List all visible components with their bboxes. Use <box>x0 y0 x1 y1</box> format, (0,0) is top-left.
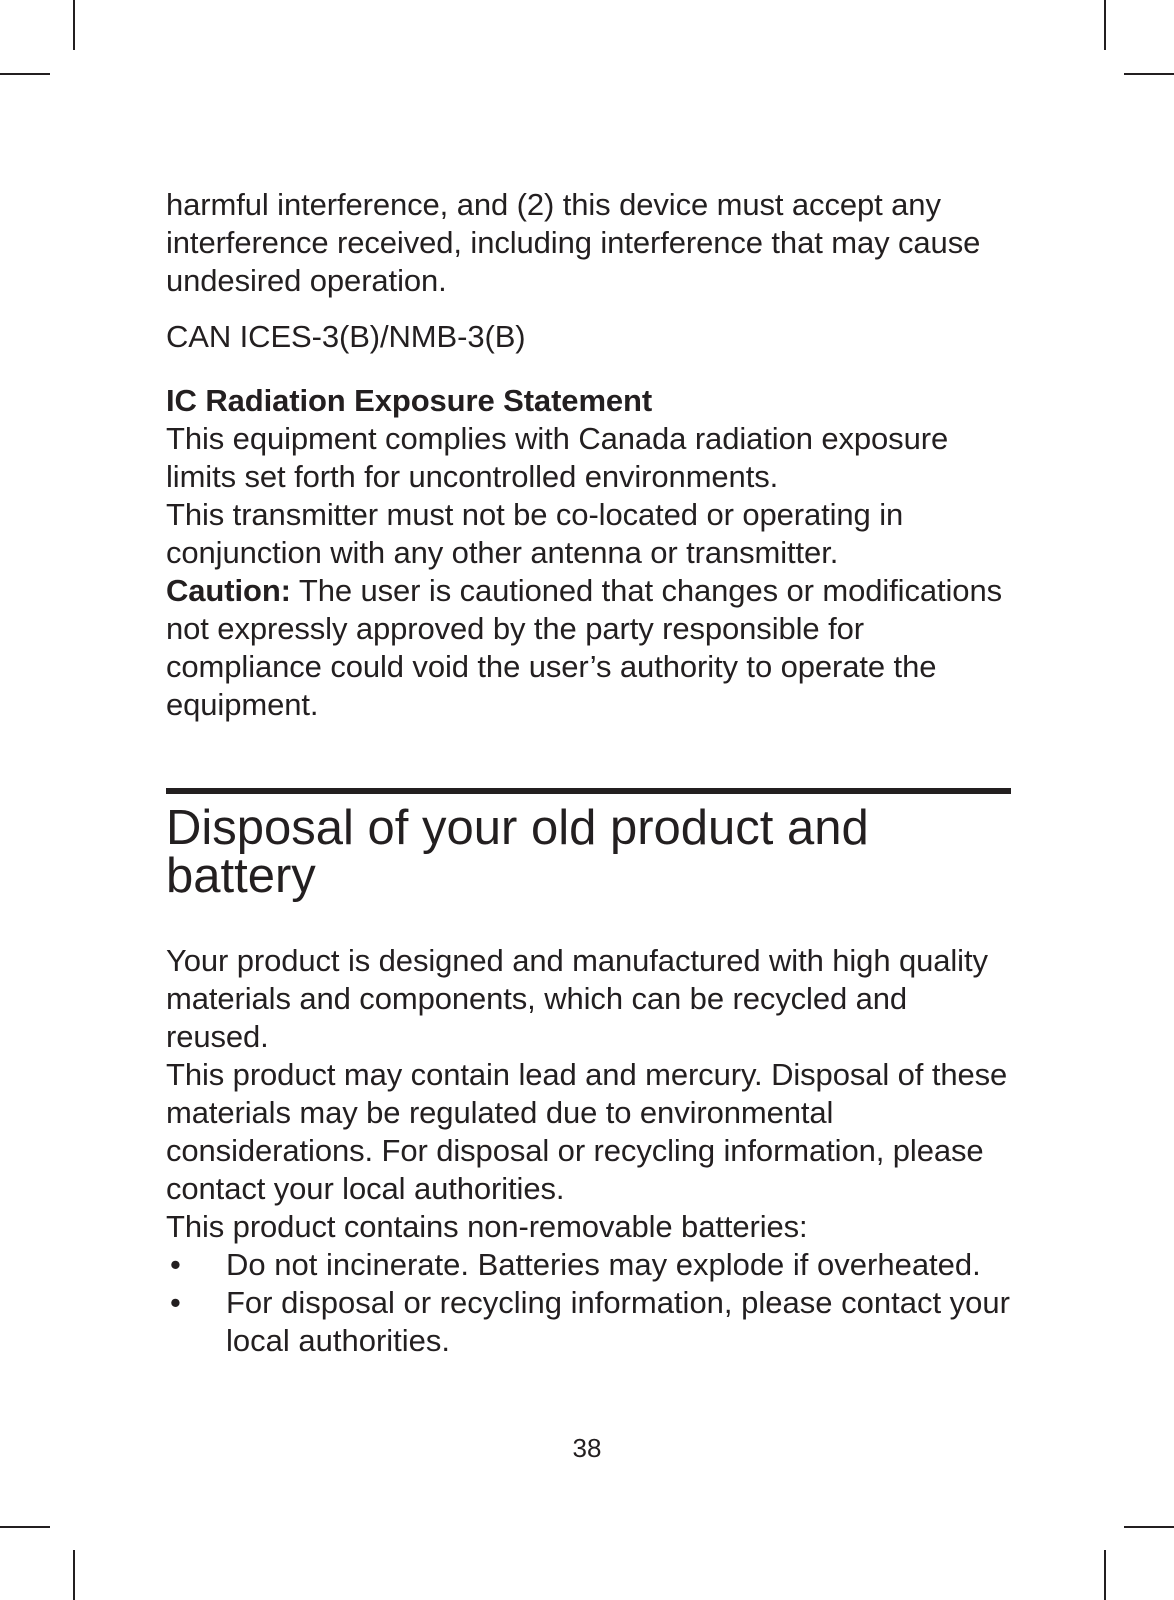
list-item <box>166 1246 1011 1284</box>
caution-paragraph <box>166 572 1011 724</box>
crop-mark-top-left-horizontal <box>0 73 50 75</box>
disposal-paragraph-1: Your product is designed and manufactured with high quality materials and components, which can be recycled and reused. <box>166 943 988 1054</box>
disposal-paragraph-3: This product contains non-removable batteries: <box>166 1209 808 1244</box>
list-item-text: For disposal or recycling information, please contact your local authorities. <box>226 1285 1010 1358</box>
page-number: 38 <box>572 1433 602 1463</box>
disposal-section-title: Disposal of your old product and battery <box>166 801 869 903</box>
crop-mark-top-right-horizontal <box>1124 73 1174 75</box>
disposal-section <box>166 942 1011 1360</box>
crop-mark-bottom-right-vertical <box>1104 1550 1106 1600</box>
caution-text: The user is cautioned that changes or modifications not expressly approved by the party responsible for compliance could void the user’s authority to operate the equipment. <box>166 573 1002 722</box>
caution-label: Caution: <box>166 573 291 608</box>
crop-mark-bottom-left-vertical <box>73 1550 75 1600</box>
section-divider <box>166 788 1011 794</box>
crop-mark-top-right-vertical <box>1104 0 1106 50</box>
list-item-text: Do not incinerate. Batteries may explode if overheated. <box>226 1247 981 1282</box>
regulatory-section <box>166 186 1011 724</box>
can-ices-code: CAN ICES-3(B)/NMB-3(B) <box>166 319 526 354</box>
intro-paragraph: harmful interference, and (2) this device must accept any interference received, including interference that may cause undesired operation. <box>166 187 981 298</box>
battery-bullet-list <box>166 1246 1011 1360</box>
ic-statement-heading: IC Radiation Exposure Statement <box>166 383 653 418</box>
crop-mark-bottom-right-horizontal <box>1124 1526 1174 1528</box>
bullet-icon: • <box>170 1285 181 1320</box>
list-item <box>166 1284 1011 1360</box>
disposal-paragraph-2: This product may contain lead and mercury. Disposal of these materials may be regulated due to environmental considerations. For disposal or recycling information, please contact your local authorities. <box>166 1057 1008 1206</box>
crop-mark-bottom-left-horizontal <box>0 1526 50 1528</box>
crop-mark-top-left-vertical <box>73 0 75 50</box>
bullet-icon: • <box>170 1247 181 1282</box>
ic-paragraph-2: This transmitter must not be co-located or operating in conjunction with any other antenna or transmitter. <box>166 497 904 570</box>
ic-paragraph-1: This equipment complies with Canada radiation exposure limits set forth for uncontrolled environments. <box>166 421 949 494</box>
